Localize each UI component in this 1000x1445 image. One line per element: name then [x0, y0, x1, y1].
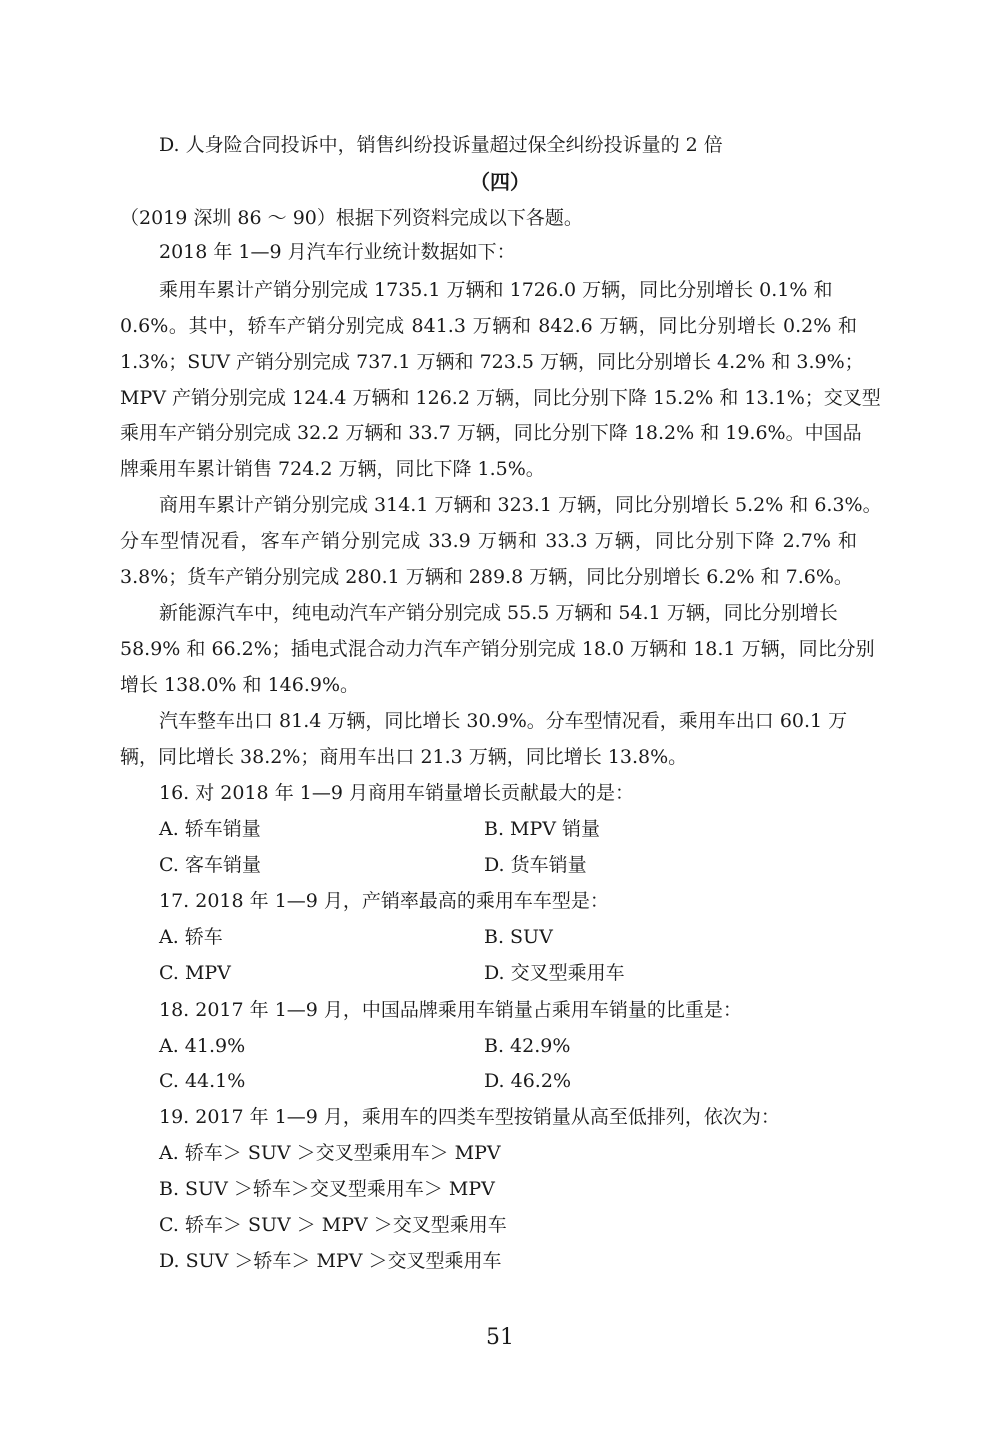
question-17-stem: 17. 2018 年 1—9 月，产销率最高的乘用车车型是：	[159, 890, 609, 912]
question-18-option-c: C. 44.1%	[159, 1070, 246, 1092]
question-16-option-b: B. MPV 销量	[484, 818, 601, 840]
question-19-option-c: C. 轿车＞ SUV ＞ MPV ＞交叉型乘用车	[159, 1214, 507, 1236]
question-16-option-d: D. 货车销量	[484, 854, 587, 876]
question-18-option-d: D. 46.2%	[484, 1070, 571, 1092]
paragraph-1-line: 0.6%。其中，轿车产销分别完成 841.3 万辆和 842.6 万辆，同比分别增长 0.2% 和	[120, 315, 857, 337]
question-18-option-b: B. 42.9%	[484, 1035, 571, 1057]
section-title: （四）	[470, 170, 530, 194]
question-19-option-a: A. 轿车＞ SUV ＞交叉型乘用车＞ MPV	[159, 1142, 501, 1164]
question-19-option-d: D. SUV ＞轿车＞ MPV ＞交叉型乘用车	[159, 1250, 502, 1272]
paragraph-3-line: 增长 138.0% 和 146.9%。	[120, 674, 360, 696]
paragraph-3-line: 新能源汽车中，纯电动汽车产销分别完成 55.5 万辆和 54.1 万辆，同比分别增长	[159, 602, 838, 624]
paragraph-4-line: 汽车整车出口 81.4 万辆，同比增长 30.9%。分车型情况看，乘用车出口 60.1 万	[159, 710, 848, 732]
paragraph-2-line: 3.8%；货车产销分别完成 280.1 万辆和 289.8 万辆，同比分别增长 6.2% 和 7.6%。	[120, 566, 853, 588]
question-17-option-c: C. MPV	[159, 962, 231, 984]
question-16-option-c: C. 客车销量	[159, 854, 261, 876]
question-18-option-a: A. 41.9%	[159, 1035, 246, 1057]
paragraph-4-line: 辆，同比增长 38.2%；商用车出口 21.3 万辆，同比增长 13.8%。	[120, 746, 688, 768]
paragraph-2-line: 商用车累计产销分别完成 314.1 万辆和 323.1 万辆，同比分别增长 5.2% 和 6.3%。	[159, 494, 882, 516]
paragraph-1-line: 乘用车产销分别完成 32.2 万辆和 33.7 万辆，同比分别下降 18.2% 和 19.6%。中国品	[120, 422, 862, 444]
paragraph-1-line: MPV 产销分别完成 124.4 万辆和 126.2 万辆，同比分别下降 15.2% 和 13.1%；交叉型	[120, 387, 881, 409]
data-intro: 2018 年 1—9 月汽车行业统计数据如下：	[159, 241, 516, 263]
source-note: （2019 深圳 86 ～ 90）根据下列资料完成以下各题。	[120, 207, 583, 229]
question-17-option-d: D. 交叉型乘用车	[484, 962, 625, 984]
question-16-stem: 16. 对 2018 年 1—9 月商用车销量增长贡献最大的是：	[159, 782, 634, 804]
question-19-stem: 19. 2017 年 1—9 月，乘用车的四类车型按销量从高至低排列，依次为：	[159, 1106, 780, 1128]
paragraph-1-line: 乘用车累计产销分别完成 1735.1 万辆和 1726.0 万辆，同比分别增长 0.1% 和	[159, 279, 833, 301]
question-17-option-b: B. SUV	[484, 926, 553, 948]
paragraph-3-line: 58.9% 和 66.2%；插电式混合动力汽车产销分别完成 18.0 万辆和 18.1 万辆，同比分别	[120, 638, 875, 660]
paragraph-2-line: 分车型情况看，客车产销分别完成 33.9 万辆和 33.3 万辆，同比分别下降 2.7% 和	[120, 530, 857, 552]
previous-question-option-d: D. 人身险合同投诉中，销售纠纷投诉量超过保全纠纷投诉量的 2 倍	[159, 134, 723, 156]
question-19-option-b: B. SUV ＞轿车＞交叉型乘用车＞ MPV	[159, 1178, 495, 1200]
question-17-option-a: A. 轿车	[159, 926, 223, 948]
question-16-option-a: A. 轿车销量	[159, 818, 261, 840]
paragraph-1-line: 牌乘用车累计销售 724.2 万辆，同比下降 1.5%。	[120, 458, 545, 480]
paragraph-1-line: 1.3%；SUV 产销分别完成 737.1 万辆和 723.5 万辆，同比分别增长 4.2% 和 3.9%；	[120, 351, 864, 373]
question-18-stem: 18. 2017 年 1—9 月，中国品牌乘用车销量占乘用车销量的比重是：	[159, 999, 742, 1021]
page-number: 51	[486, 1325, 514, 1350]
